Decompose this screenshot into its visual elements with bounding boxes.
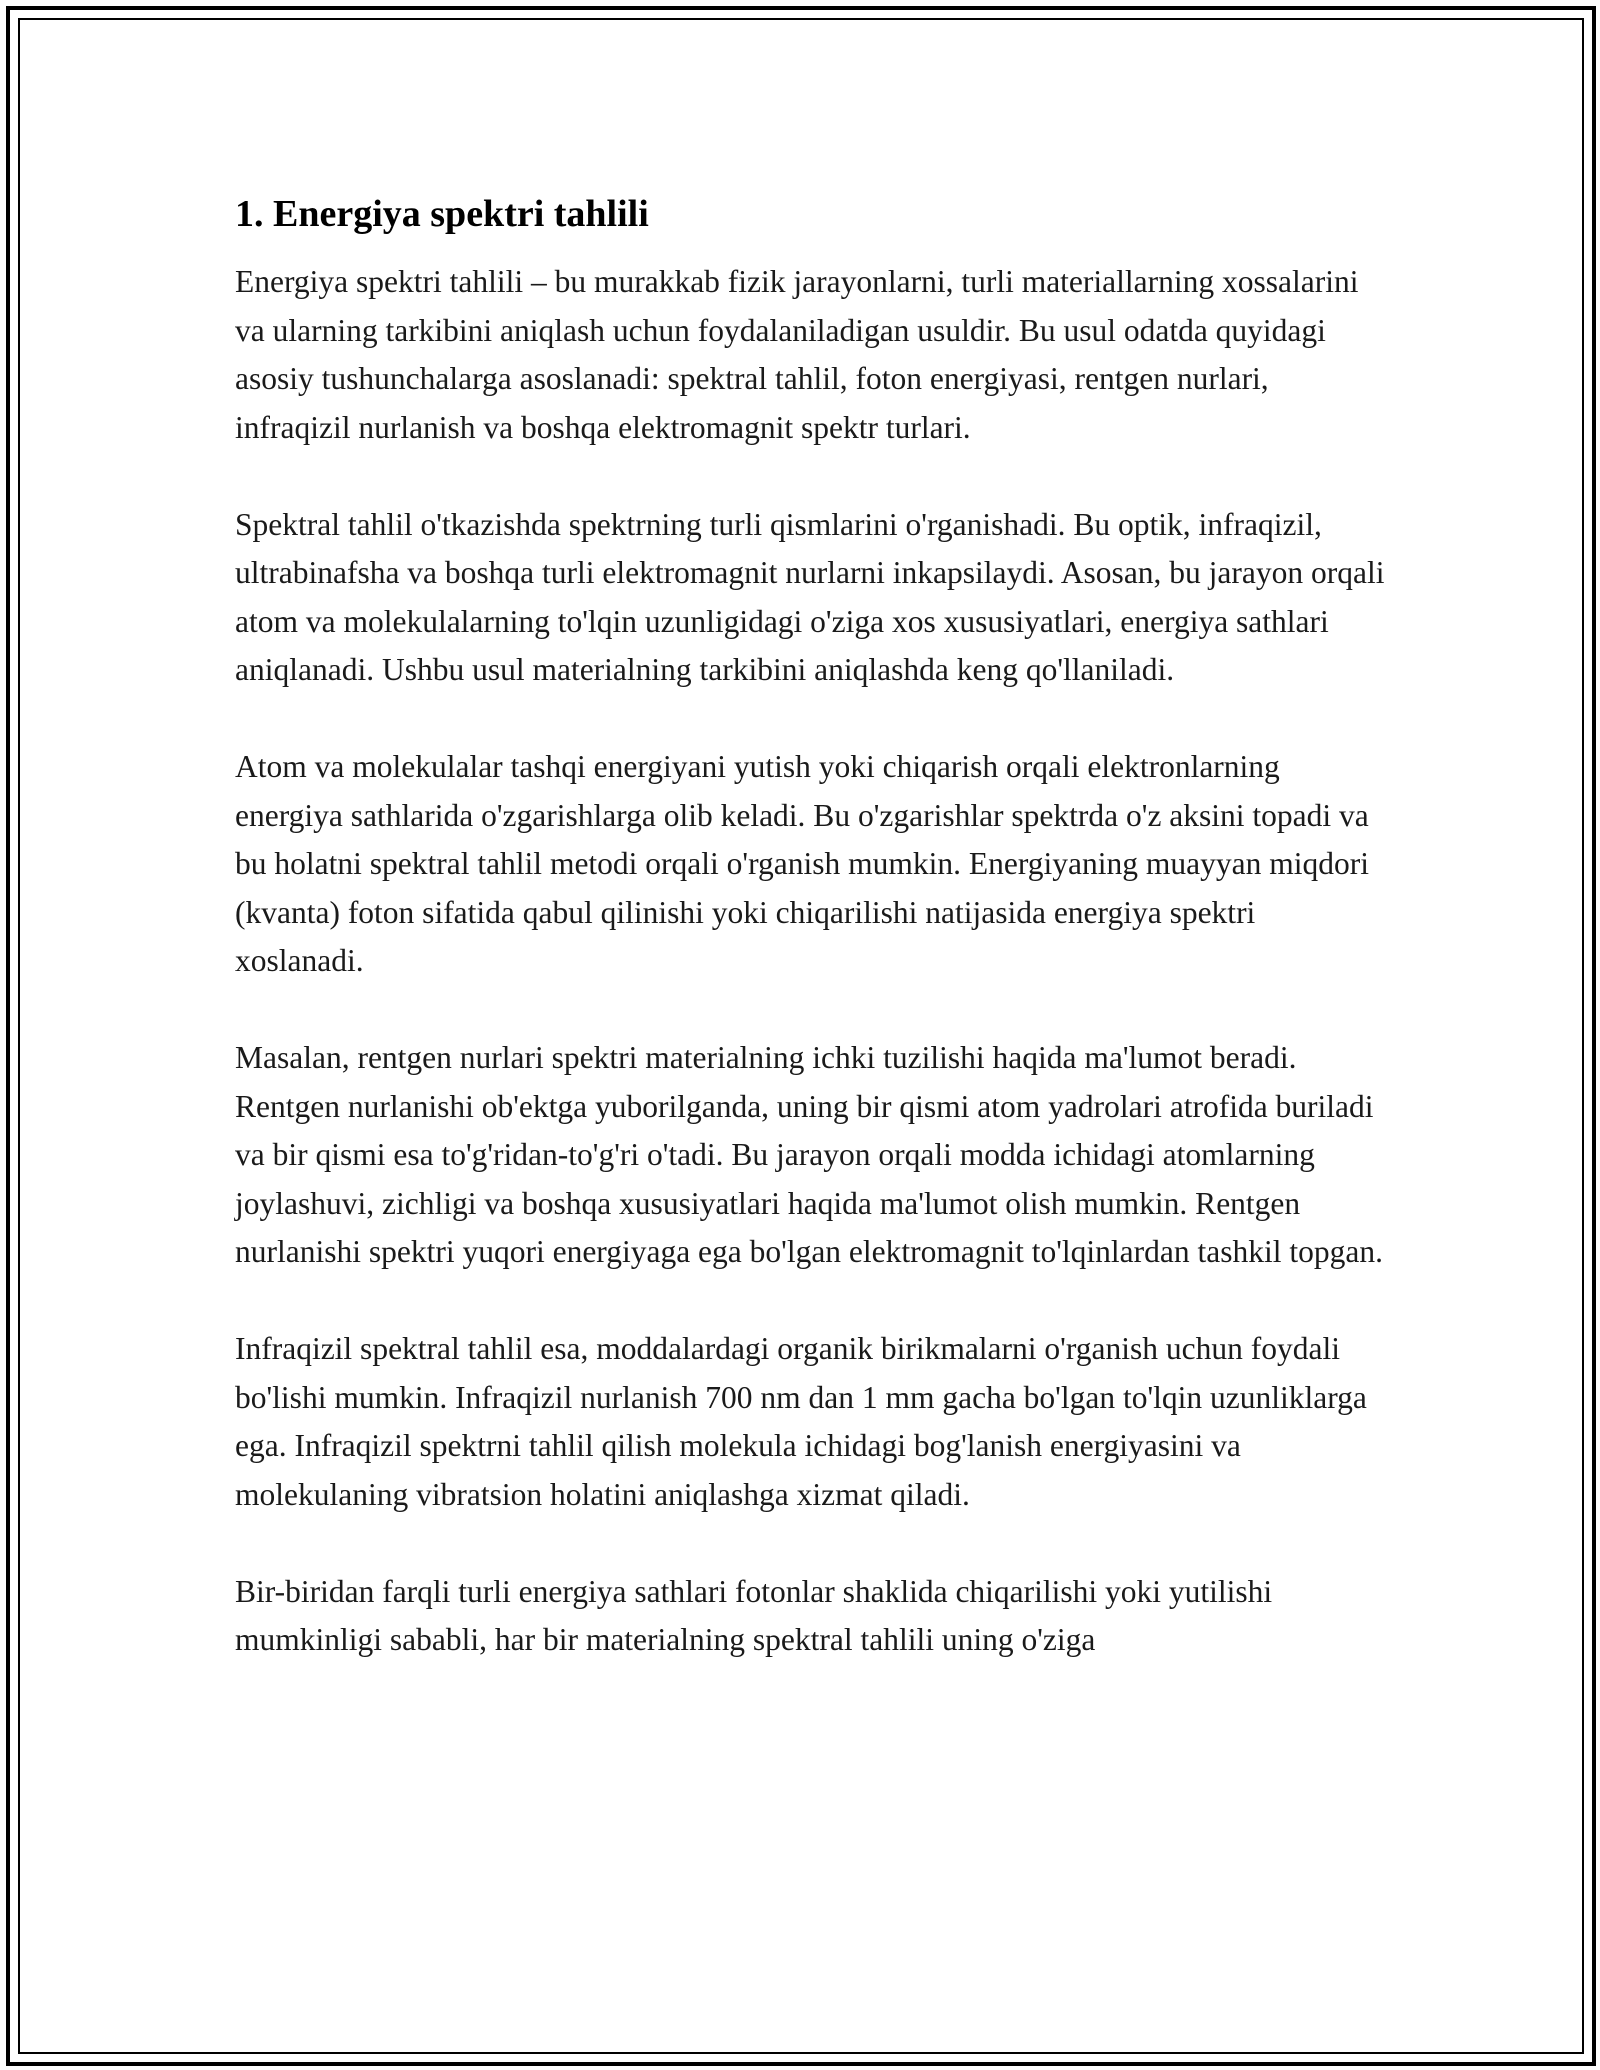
paragraph-3: Atom va molekulalar tashqi energiyani yutish yoki chiqarish orqali elektronlarning energiya sathlarida o'zgarishlarga olib keladi. Bu o'zgarishlar spektrda o'z aksini topadi va bu holatni spektral tahlil metodi orqali o'rganish mumkin. Energiyaning muayyan miqdori (kvanta) foton sifatida qabul qilinishi yoki chiqarilishi natijasida energiya spektri xoslanadi. [235,749,1369,978]
paragraph-2: Spektral tahlil o'tkazishda spektrning turli qismlarini o'rganishadi. Bu optik, infraqizil, ultrabinafsha va boshqa turli elektromagnit nurlarni inkapsilaydi. Asosan, bu jarayon orqali atom va molekulalarning to'lqin uzunligidagi o'ziga xos xususiyatlari, energiya sathlari aniqlanadi. Ushbu usul materialning tarkibini aniqlashda keng qo'llaniladi. [235,506,1385,687]
paragraph-5: Infraqizil spektral tahlil esa, moddalardagi organik birikmalarni o'rganish uchun foydali bo'lishi mumkin. Infraqizil nurlanish 700 nm dan 1 mm gacha bo'lgan to'lqin uzunliklarga ega. Infraqizil spektrni tahlil qilish molekula ichidagi bog'lanish energiyasini va molekulaning vibratsion holatini aniqlashga xizmat qiladi. [235,1331,1367,1512]
section-heading: 1. Energiya spektri tahlili [235,193,649,235]
paragraph-6: Bir-biridan farqli turli energiya sathlari fotonlar shaklida chiqarilishi yoki yutilishi mumkinligi sababli, har bir materialning spektral tahlili uning o'ziga [235,1573,1273,1657]
paragraph-1: Energiya spektri tahlili – bu murakkab fizik jarayonlarni, turli materiallarning xossalarini va ularning tarkibini aniqlash uchun foydalaniladigan usuldir. Bu usul odatda quyidagi asosiy tushunchalarga asoslanadi: spektral tahlil, foton energiyasi, rentgen nurlari, infraqizil nurlanish va boshqa elektromagnit spektr turlari. [235,264,1359,445]
paragraph-4: Masalan, rentgen nurlari spektri materialning ichki tuzilishi haqida ma'lumot beradi. Rentgen nurlanishi ob'ektga yuborilganda, uning bir qismi atom yadrolari atrofida buriladi va bir qismi esa to'g'ridan-to'g'ri o'tadi. Bu jarayon orqali modda ichidagi atomlarning joylashuvi, zichligi va boshqa xususiyatlari haqida ma'lumot olish mumkin. Rentgen nurlanishi spektri yuqori energiyaga ega bo'lgan elektromagnit to'lqinlardan tashkil topgan. [235,1040,1383,1269]
document-page [235,188,1390,1665]
